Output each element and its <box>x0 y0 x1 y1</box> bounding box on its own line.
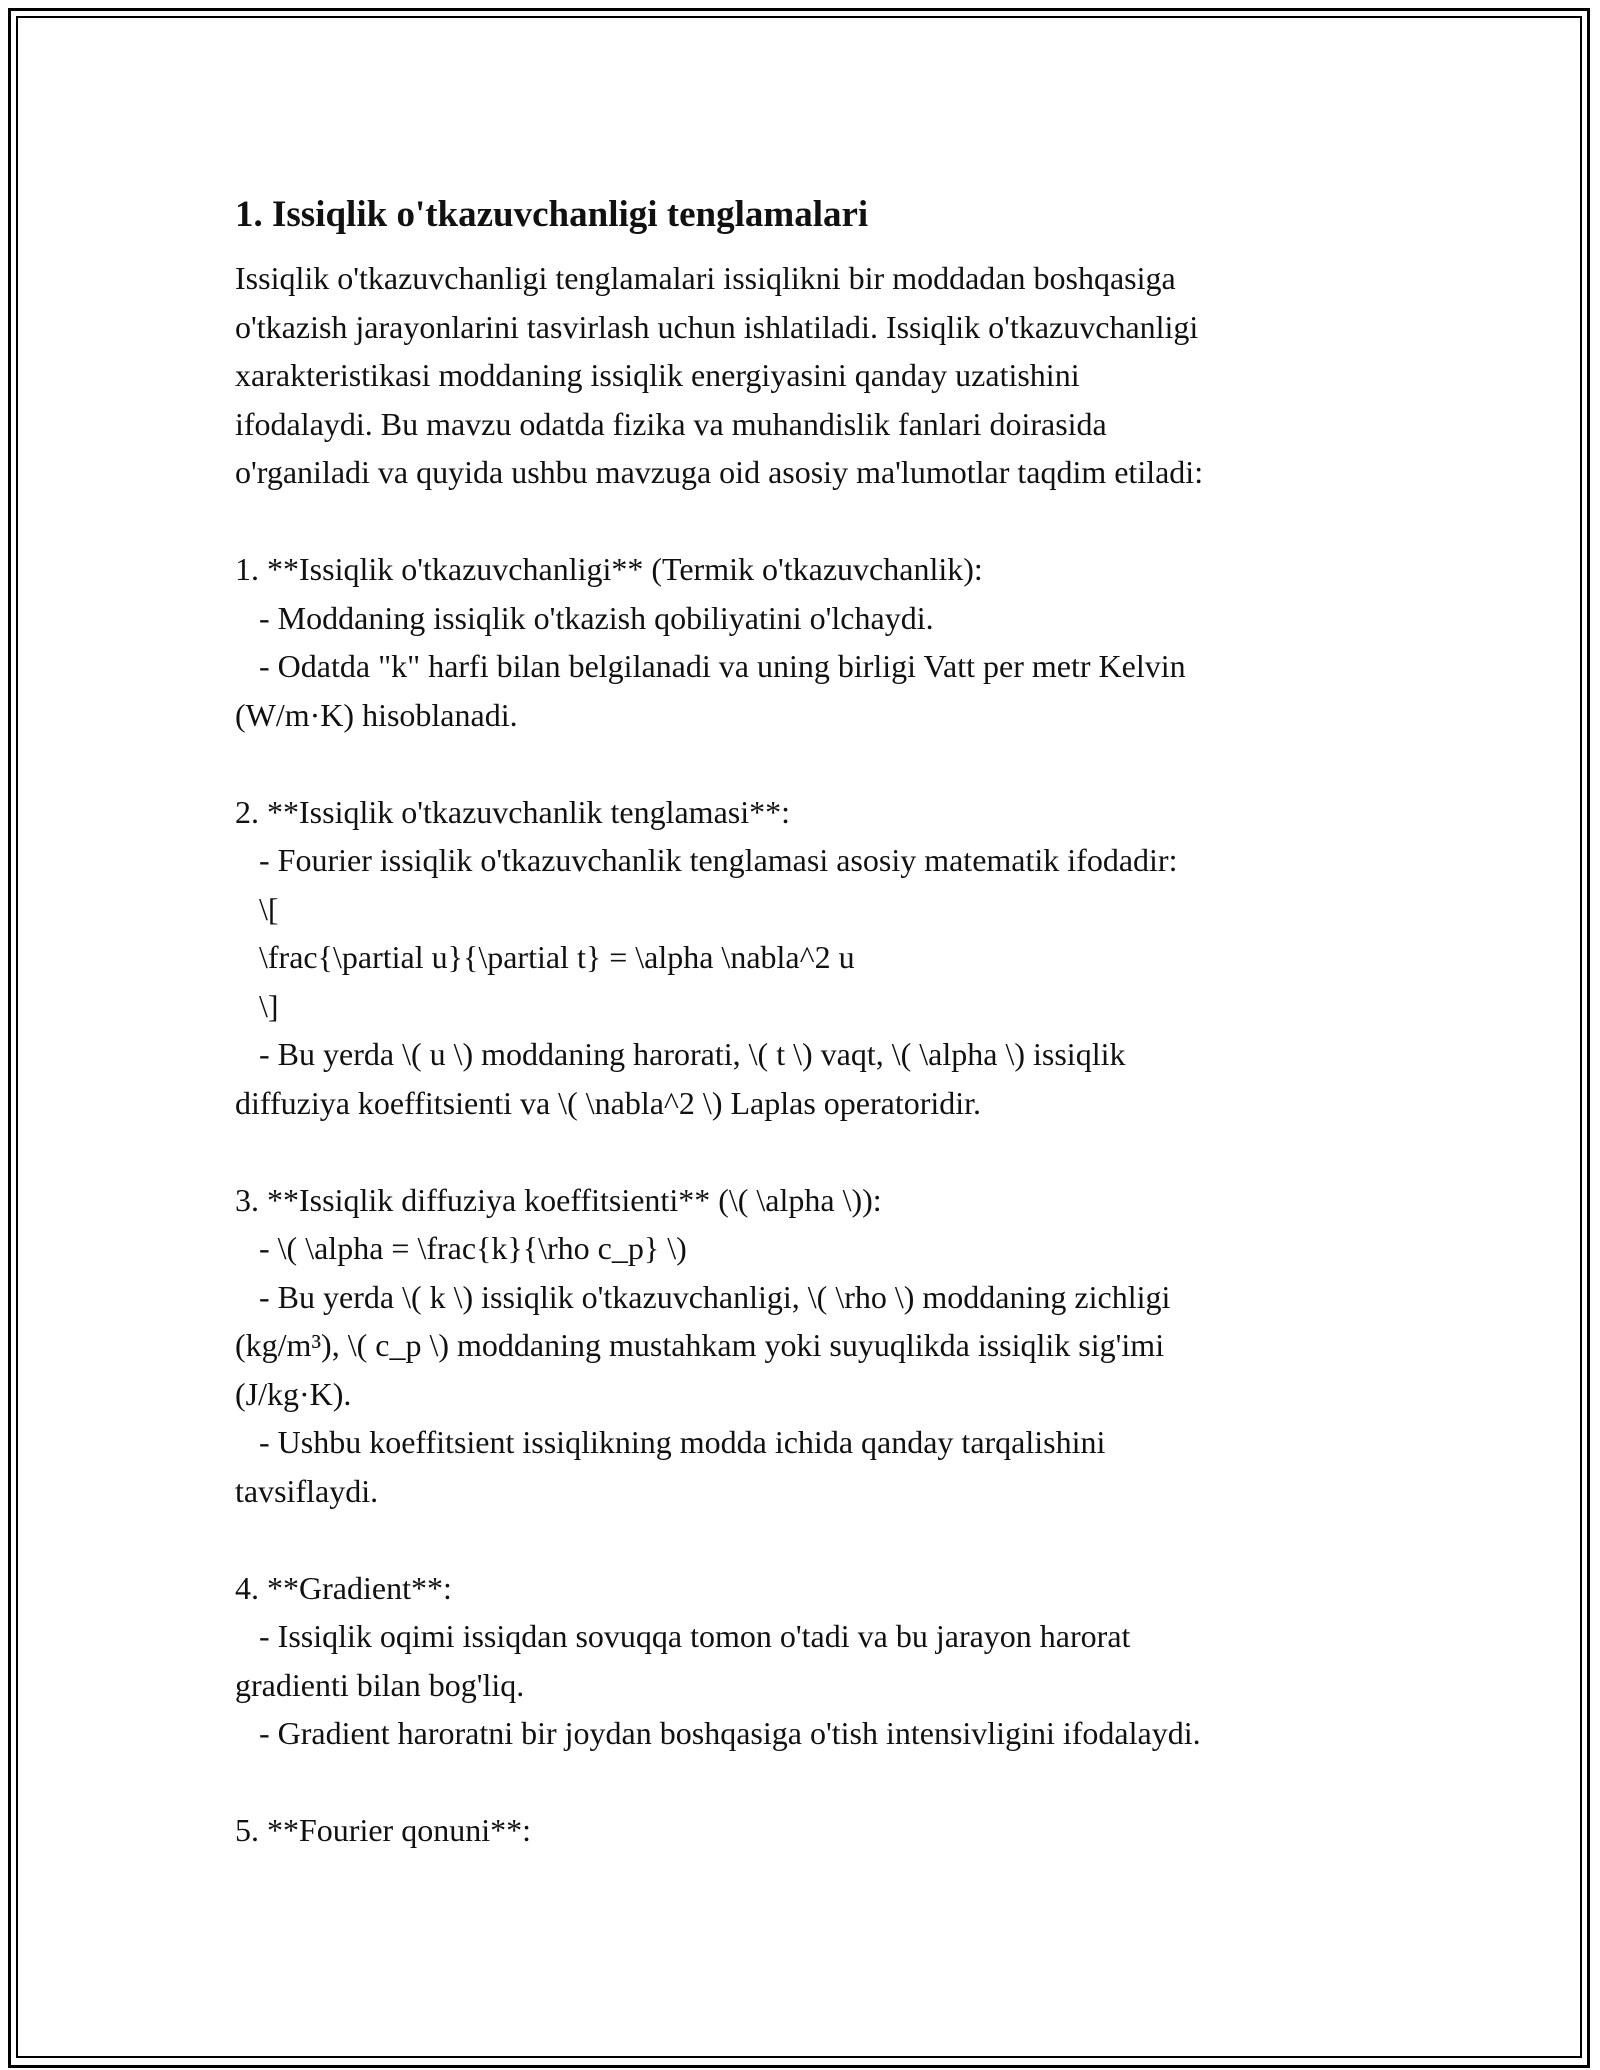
section-diffusivity <box>235 1176 1385 1564</box>
text-line: (kg/m³), \( c_p \) moddaning mustahkam yoki suyuqlikda issiqlik sig'imi <box>235 1327 1165 1363</box>
blank-line <box>235 1758 1385 1807</box>
section-heading: 5. **Fourier qonuni**: <box>235 1812 531 1848</box>
text-line: diffuziya koeffitsienti va \( \nabla^2 \) Laplas operatoridir. <box>235 1084 982 1121</box>
formula-line: - \( \alpha = \frac{k}{\rho c_p} \) <box>235 1230 687 1266</box>
text-line: gradienti bilan bog'liq. <box>235 1666 525 1703</box>
intro-paragraph <box>235 254 1385 545</box>
text-line: - Issiqlik oqimi issiqdan sovuqqa tomon o'tadi va bu jarayon harorat <box>235 1618 1131 1654</box>
document-body <box>235 186 1385 1855</box>
section-heading: 1. **Issiqlik o'tkazuvchanligi** (Termik o'tkazuvchanlik): <box>235 551 983 587</box>
text-line: - Ushbu koeffitsient issiqlikning modda ichida qanday tarqalishini <box>235 1424 1106 1460</box>
text-line: Issiqlik o'tkazuvchanligi tenglamalari issiqlikni bir moddadan boshqasiga <box>235 260 1176 296</box>
text-line: (J/kg·K). <box>235 1375 352 1412</box>
text-line: o'rganiladi va quyida ushbu mavzuga oid asosiy ma'lumotlar taqdim etiladi: <box>235 454 1204 490</box>
text-line: - Moddaning issiqlik o'tkazish qobiliyatini o'lchaydi. <box>235 599 934 636</box>
text-line: ifodalaydi. Bu mavzu odatda fizika va muhandislik fanlari doirasida <box>235 405 1107 442</box>
text-line: xarakteristikasi moddaning issiqlik energiyasini qanday uzatishini <box>235 357 1080 393</box>
blank-line <box>235 1515 1385 1564</box>
text-line: o'tkazish jarayonlarini tasvirlash uchun ishlatiladi. Issiqlik o'tkazuvchanligi <box>235 308 1199 345</box>
blank-line <box>235 739 1385 788</box>
document-title: 1. Issiqlik o'tkazuvchanligi tenglamalari <box>235 194 869 235</box>
text-line: - Bu yerda \( k \) issiqlik o'tkazuvchanligi, \( \rho \) moddaning zichligi <box>235 1278 1171 1315</box>
text-line: - Odatda "k" harfi bilan belgilanadi va uning birligi Vatt per metr Kelvin <box>235 648 1186 684</box>
formula-line: \frac{\partial u}{\partial t} = \alpha \nabla^2 u <box>235 939 855 975</box>
text-line: - Gradient haroratni bir joydan boshqasiga o'tish intensivligini ifodalaydi. <box>235 1715 1201 1751</box>
section-heading: 3. **Issiqlik diffuziya koeffitsienti** (\( \alpha \)): <box>235 1181 882 1218</box>
section-fourier-law <box>235 1806 1385 1855</box>
section-heading: 2. **Issiqlik o'tkazuvchanlik tenglamasi**: <box>235 793 790 830</box>
section-gradient <box>235 1564 1385 1807</box>
section-heat-equation <box>235 788 1385 1176</box>
text-line: - Fourier issiqlik o'tkazuvchanlik tenglamasi asosiy matematik ifodadir: <box>235 842 1178 878</box>
formula-line: \] <box>235 987 279 1024</box>
text-line: - Bu yerda \( u \) moddaning harorati, \( t \) vaqt, \( \alpha \) issiqlik <box>235 1036 1126 1072</box>
text-line: tavsiflaydi. <box>235 1472 379 1509</box>
text-line: (W/m·K) hisoblanadi. <box>235 696 518 733</box>
section-heading: 4. **Gradient**: <box>235 1569 452 1606</box>
formula-line: \[ <box>235 890 279 927</box>
section-thermal-conductivity <box>235 545 1385 788</box>
blank-line <box>235 1127 1385 1176</box>
blank-line <box>235 497 1385 546</box>
